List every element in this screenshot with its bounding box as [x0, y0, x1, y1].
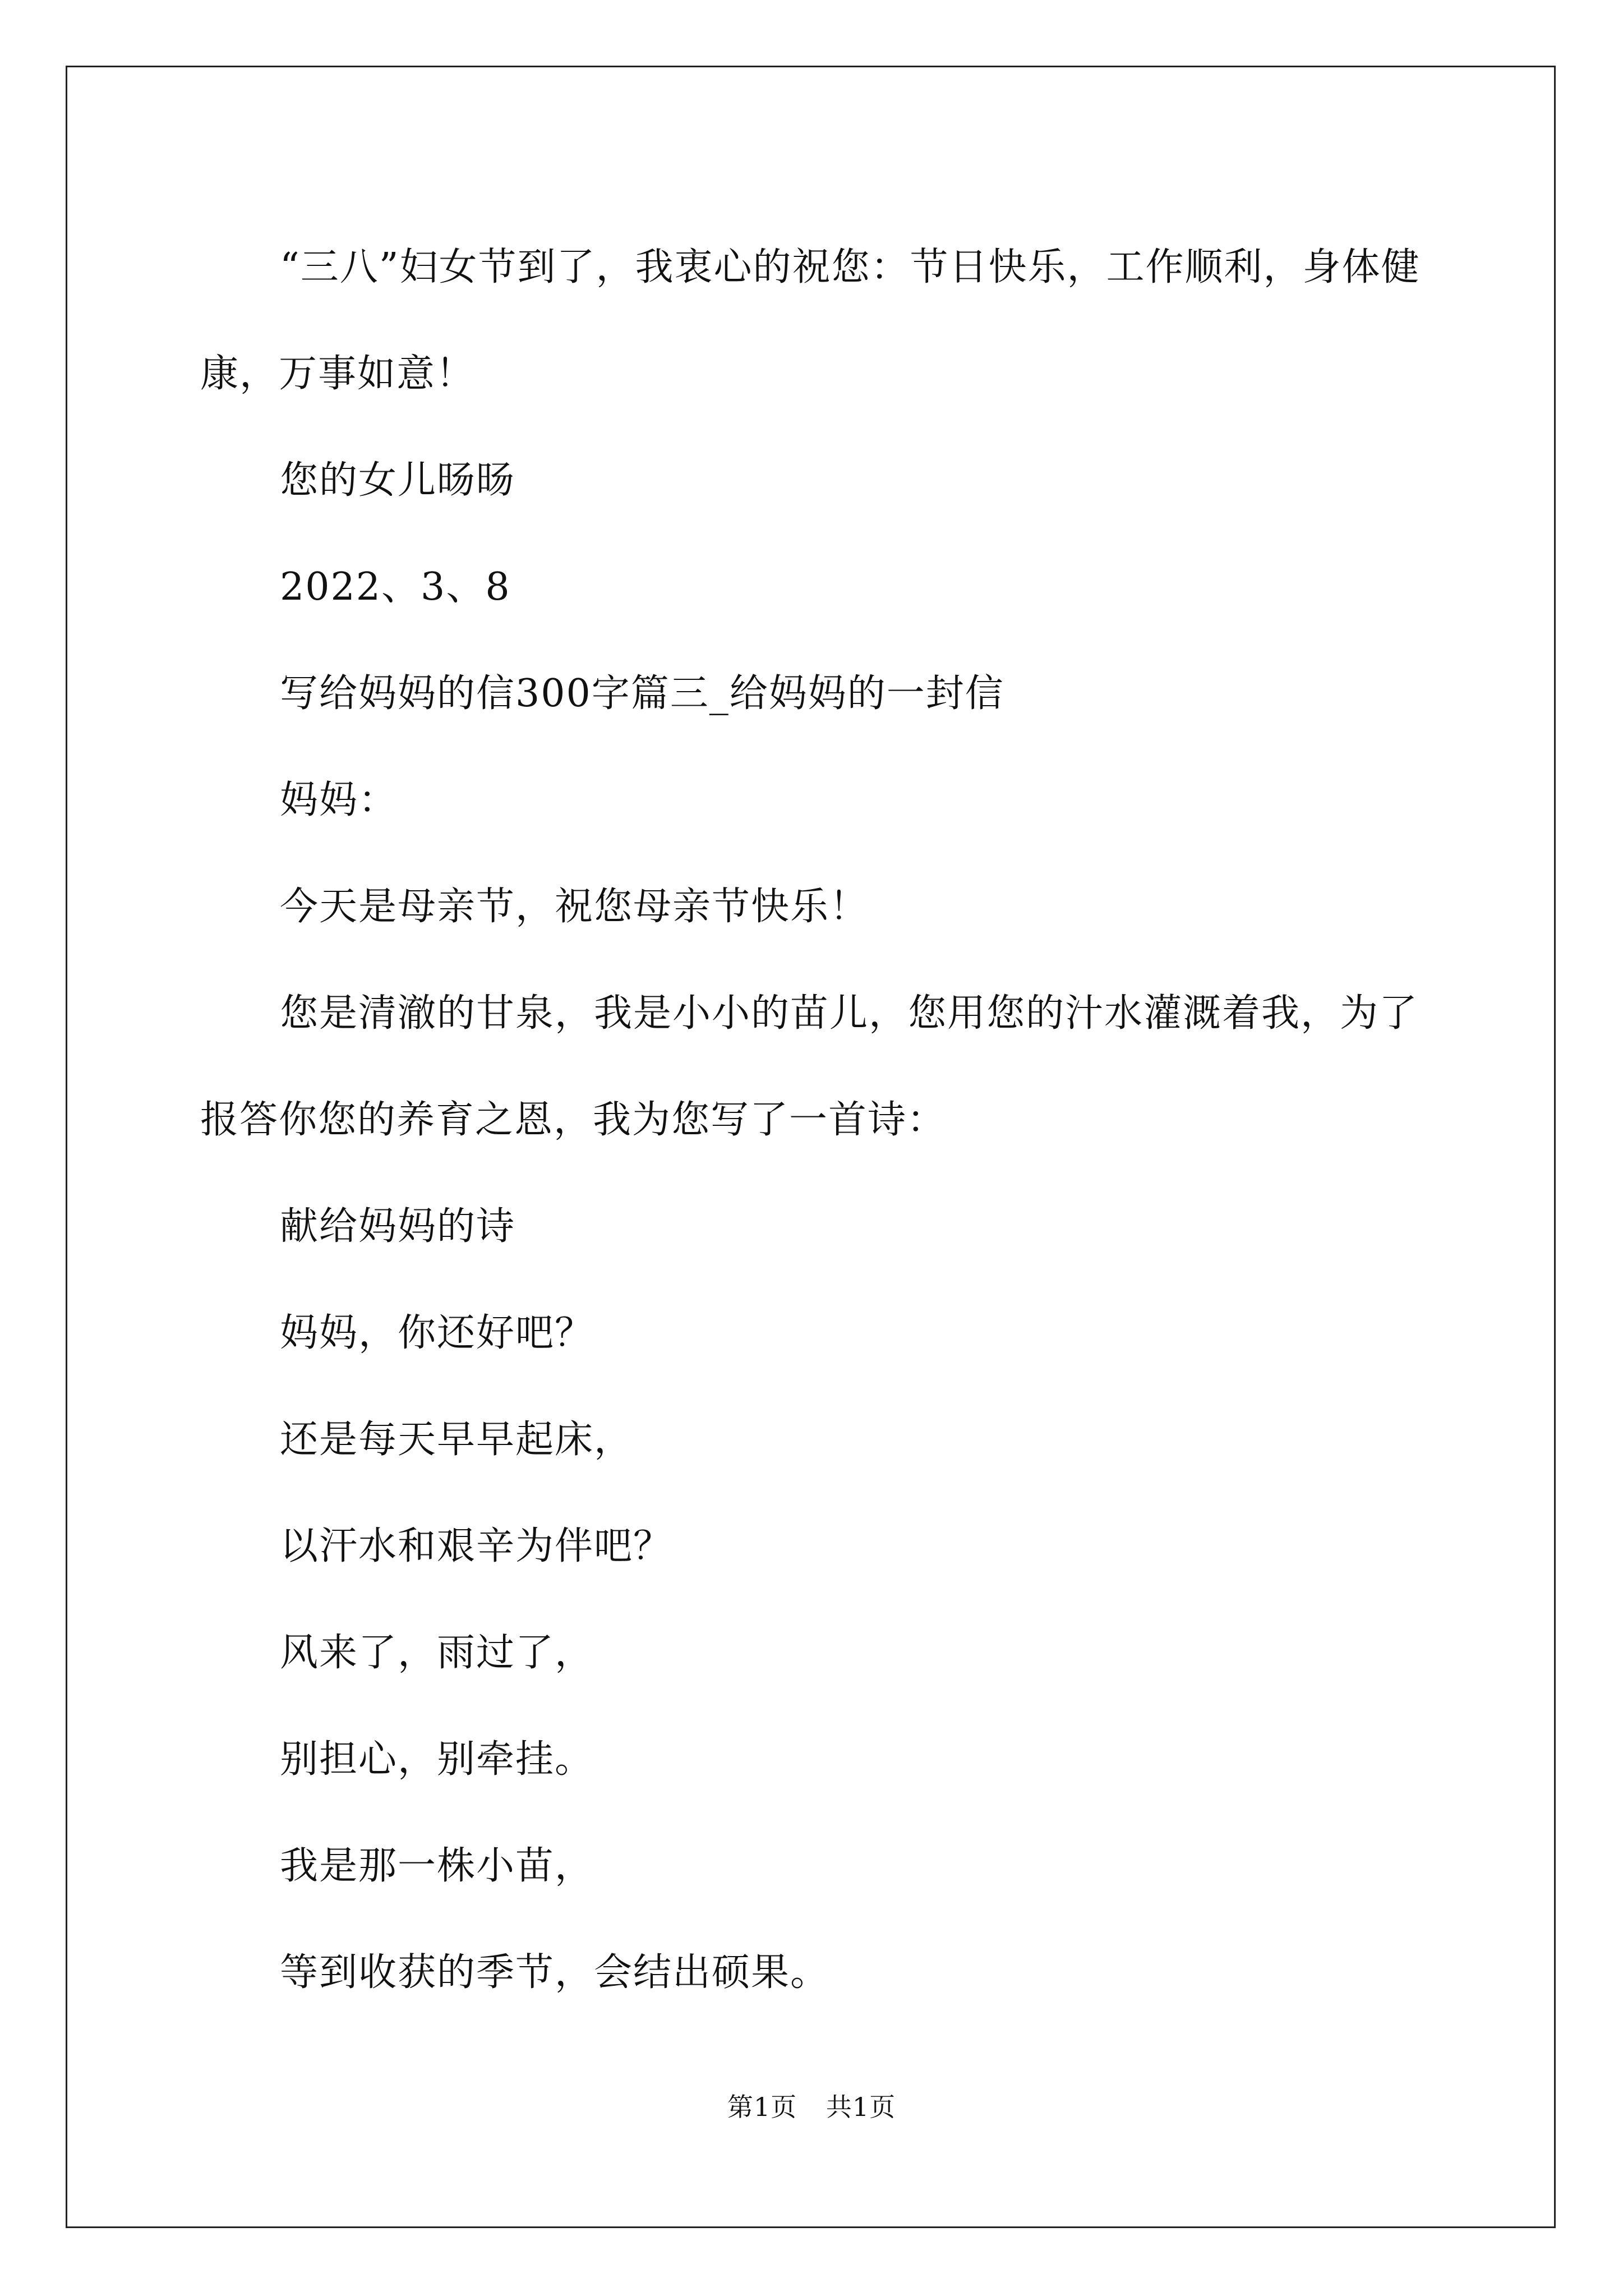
poem-line: 别担心，别牵挂。: [280, 1737, 594, 1782]
poem-line: 风来了，雨过了，: [280, 1631, 594, 1675]
poem-line: 我是那一株小苗，: [280, 1844, 594, 1888]
paragraph-wish: 今天是母亲节，祝您母亲节快乐！: [280, 885, 869, 929]
page-number: 第1页: [727, 2092, 797, 2122]
paragraph-greeting: “三八”妇女节到了，我衷心的祝您：节日快乐，工作顺利，身体健康，万事如意！: [200, 245, 1421, 396]
page-footer: [0, 2087, 1623, 2124]
paragraph-body: 您是清澈的甘泉，我是小小的苗儿，您用您的汁水灌溉着我，为了报答你您的养育之恩，我为您写了一首诗：: [200, 991, 1419, 1142]
document-body: [200, 214, 1426, 2026]
paragraph-signature: 您的女儿旸旸: [280, 458, 516, 503]
poem-line: 妈妈，你还好吧？: [280, 1311, 594, 1355]
section-heading: 写给妈妈的信300字篇三_给妈妈的一封信: [280, 671, 1004, 716]
paragraph-date: 2022、3、8: [280, 565, 511, 609]
poem-title: 献给妈妈的诗: [280, 1204, 516, 1249]
poem-line: 还是每天早早起床，: [280, 1418, 634, 1462]
page-total: 共1页: [826, 2092, 896, 2122]
poem-line: 等到收获的季节，会结出硕果。: [280, 1950, 830, 1995]
paragraph-salutation: 妈妈：: [280, 778, 398, 822]
poem-line: 以汗水和艰辛为伴吧？: [280, 1524, 673, 1568]
